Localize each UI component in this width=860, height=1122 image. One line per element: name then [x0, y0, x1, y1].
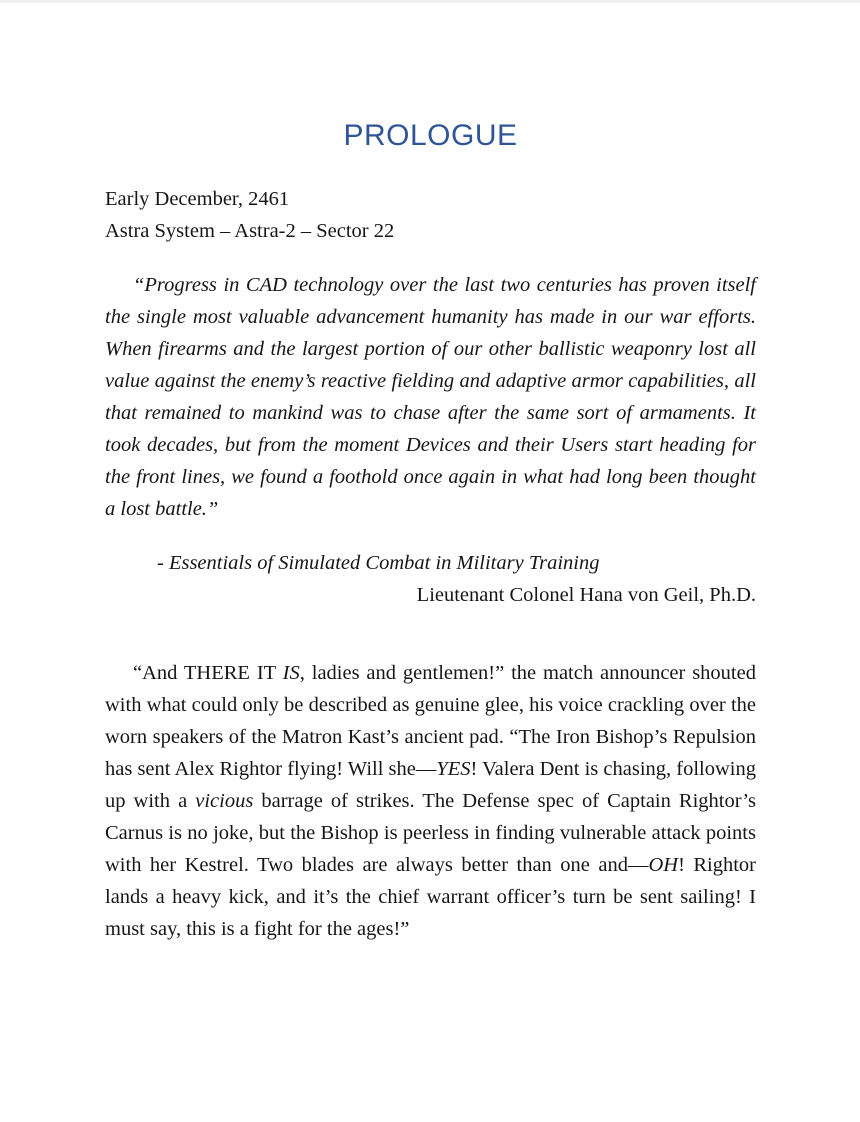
dateline — [105, 183, 756, 247]
chapter-heading: PROLOGUE — [343, 119, 518, 152]
epigraph-quote: “Progress in CAD technology over the last two centuries has proven itself the single most valuable advancement humanity has made in our war efforts. When firearms and the largest portion of our other ballistic weaponry lost all value against the enemy’s reactive fielding and adaptive armor capabilities, all that remained to mankind was to chase after the same sort of armaments. It took decades, but from the moment Devices and their Users start heading for the front lines, we found a foothold once again in what had long been thought a lost battle.” — [105, 274, 756, 520]
page-content — [105, 0, 756, 945]
epigraph-attribution: - Essentials of Simulated Combat in Military Training — [157, 552, 600, 574]
dateline-location: Astra System – Astra-2 – Sector 22 — [105, 220, 395, 242]
window-top-edge — [0, 0, 860, 3]
body-paragraph: “And THERE IT IS, ladies and gentlemen!” the match announcer shouted with what could only be described as genuine glee, his voice crackling over the worn speakers of the Matron Kast’s ancient pad. “The Iron Bishop’s Repulsion has sent Alex Rightor flying! Will she—YES! Valera Dent is chasing, following up with a vicious barrage of strikes. The Defense spec of Captain Rightor’s Carnus is no joke, but the Bishop is peerless in finding vulnerable attack points with her Kestrel. Two blades are always better than one and—OH! Rightor lands a heavy kick, and it’s the chief warrant officer’s turn be sent sailing! I must say, this is a fight for the ages!” — [105, 662, 757, 940]
epigraph-signature: Lieutenant Colonel Hana von Geil, Ph.D. — [416, 584, 756, 606]
dateline-date: Early December, 2461 — [105, 188, 290, 210]
